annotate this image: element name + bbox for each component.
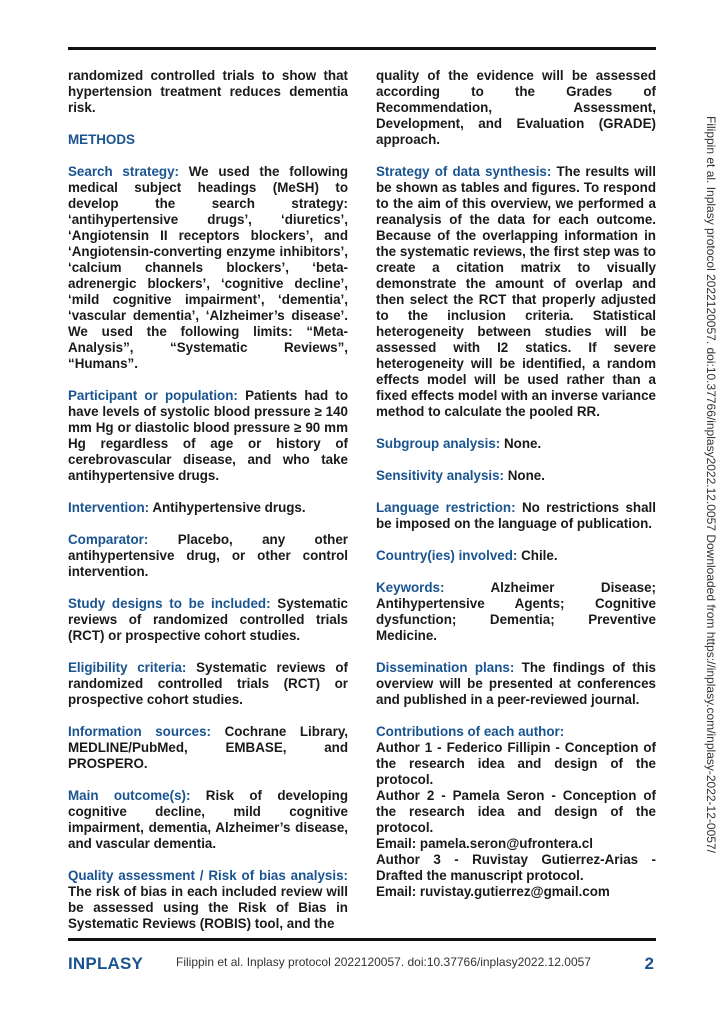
section-label: Participant or population: [68, 388, 238, 403]
methods-heading: METHODS [68, 132, 135, 147]
section-label: Comparator: [68, 532, 149, 547]
journal-brand: INPLASY [68, 954, 144, 973]
section-language-restriction [376, 500, 656, 532]
left-column [68, 68, 348, 948]
section-label: Eligibility criteria: [68, 660, 187, 675]
continuation-paragraph: quality of the evidence will be assessed according to the Grades of Recommendation, Assessment, Development, and Evaluation (GRADE) approach. [376, 68, 656, 147]
section-text: Alzheimer Disease; Antihypertensive Agents; Cognitive dysfunction; Dementia; Preventive Medicine. [376, 580, 656, 643]
section-text: Cochrane Library, MEDLINE/PubMed, EMBASE, and PROSPERO. [68, 724, 348, 771]
section-label: Main outcome(s): [68, 788, 191, 803]
page-number: 2 [644, 954, 654, 973]
footer-rule [68, 938, 656, 941]
author-3-contribution: Author 3 - Ruvistay Gutierrez-Arias - Drafted the manuscript protocol. [376, 852, 656, 883]
section-subgroup-analysis [376, 436, 656, 452]
section-text: The findings of this overview will be presented at conferences and published in a peer-reviewed journal. [376, 660, 656, 707]
author-2-email[interactable]: Email: pamela.seron@ufrontera.cl [376, 836, 593, 851]
section-label: Contributions of each author: [376, 724, 565, 739]
section-sensitivity-analysis [376, 468, 656, 484]
section-author-contributions [376, 724, 656, 900]
author-2-contribution: Author 2 - Pamela Seron - Conception of the research idea and design of the protocol. [376, 788, 656, 835]
section-keywords [376, 580, 656, 644]
section-text: Chile. [517, 548, 558, 563]
section-label: Search strategy: [68, 164, 179, 179]
section-text: Placebo, any other antihypertensive drug, or other control intervention. [68, 532, 348, 579]
section-label: Language restriction: [376, 500, 516, 515]
side-download-note: Filippin et al. Inplasy protocol 2022120057. doi:10.37766/inplasy2022.12.0057 Downloaded from https://inplasy.com/inplasy-2022-12-0057/ [704, 116, 718, 853]
footer-citation: Filippin et al. Inplasy protocol 2022120057. doi:10.37766/inplasy2022.12.0057 [176, 955, 591, 969]
intro-paragraph: randomized controlled trials to show that hypertension treatment reduces dementia risk. [68, 68, 348, 115]
section-label: Study designs to be included: [68, 596, 271, 611]
section-text: Antihypertensive drugs. [149, 500, 306, 515]
section-text: We used the following medical subject headings (MeSH) to develop the search strategy: ‘antihypertensive drugs’, ‘diuretics’, ‘Angiotensin II receptors blockers’, and ‘Angiotensin-converting enzyme inhibitors’, ‘calcium channels blockers’, ‘beta-adrenergic blockers’, ‘cognitive decline’, ‘mild cognitive impairment’, ‘dementia’, ‘vascular dementia’, ‘Alzheimer’s disease’. We used the following limits: “Meta-Analysis”, “Systematic Reviews”, “Humans”. [68, 164, 348, 371]
section-label: Sensitivity analysis: [376, 468, 505, 483]
section-label: Strategy of data synthesis: [376, 164, 552, 179]
section-search-strategy [68, 164, 348, 372]
author-1-contribution: Author 1 - Federico Fillipin - Conception of the research idea and design of the protocol. [376, 740, 656, 787]
section-text: The risk of bias in each included review will be assessed using the Risk of Bias in Systematic Reviews (ROBIS) tool, and the [68, 884, 348, 931]
header-rule [68, 47, 656, 50]
section-countries-involved [376, 548, 656, 564]
section-text: None. [500, 436, 542, 451]
section-comparator [68, 532, 348, 580]
section-eligibility-criteria [68, 660, 348, 708]
section-label: Keywords: [376, 580, 445, 595]
section-text: None. [504, 468, 545, 483]
page-footer [68, 952, 656, 976]
section-intervention [68, 500, 348, 516]
section-text: The results will be shown as tables and figures. To respond to the aim of this overview, we performed a reanalysis of the data for each outcome. Because of the overlapping information in the systematic reviews, the first step was to create a citation matrix to visually demonstrate the amount of overlap and then select the RCT that properly adjusted to the inclusion criteria. Statistical heterogeneity between studies will be assessed with I2 statics. If severe heterogeneity will be identified, a random effects model will be used rather than a fixed effects model with an inverse variance method to calculate the pooled RR. [376, 164, 656, 419]
section-label: Country(ies) involved: [376, 548, 518, 563]
section-label: Dissemination plans: [376, 660, 515, 675]
section-study-designs [68, 596, 348, 644]
section-text: Risk of developing cognitive decline, mild cognitive impairment, dementia, Alzheimer’s disease, and vascular dementia. [68, 788, 348, 851]
section-participant-population [68, 388, 348, 484]
section-dissemination-plans [376, 660, 656, 708]
section-information-sources [68, 724, 348, 772]
section-text: Systematic reviews of randomized controlled trials (RCT) or prospective cohort studies. [68, 596, 348, 643]
section-label: Subgroup analysis: [376, 436, 501, 451]
section-main-outcomes [68, 788, 348, 852]
section-text: Patients had to have levels of systolic blood pressure ≥ 140 mm Hg or diastolic blood pressure ≥ 90 mm Hg regardless of age or history of cerebrovascular disease, and who take antihypertensive drugs. [68, 388, 348, 483]
section-label: Intervention: [68, 500, 150, 515]
section-label: Quality assessment / Risk of bias analysis: [68, 868, 348, 883]
section-quality-assessment [68, 868, 348, 932]
section-text: Systematic reviews of randomized controlled trials (RCT) or prospective cohort studies. [68, 660, 348, 707]
author-3-email[interactable]: Email: ruvistay.gutierrez@gmail.com [376, 884, 610, 899]
right-column [376, 68, 656, 916]
section-label: Information sources: [68, 724, 212, 739]
section-text: No restrictions shall be imposed on the language of publication. [376, 500, 656, 531]
section-data-synthesis [376, 164, 656, 420]
